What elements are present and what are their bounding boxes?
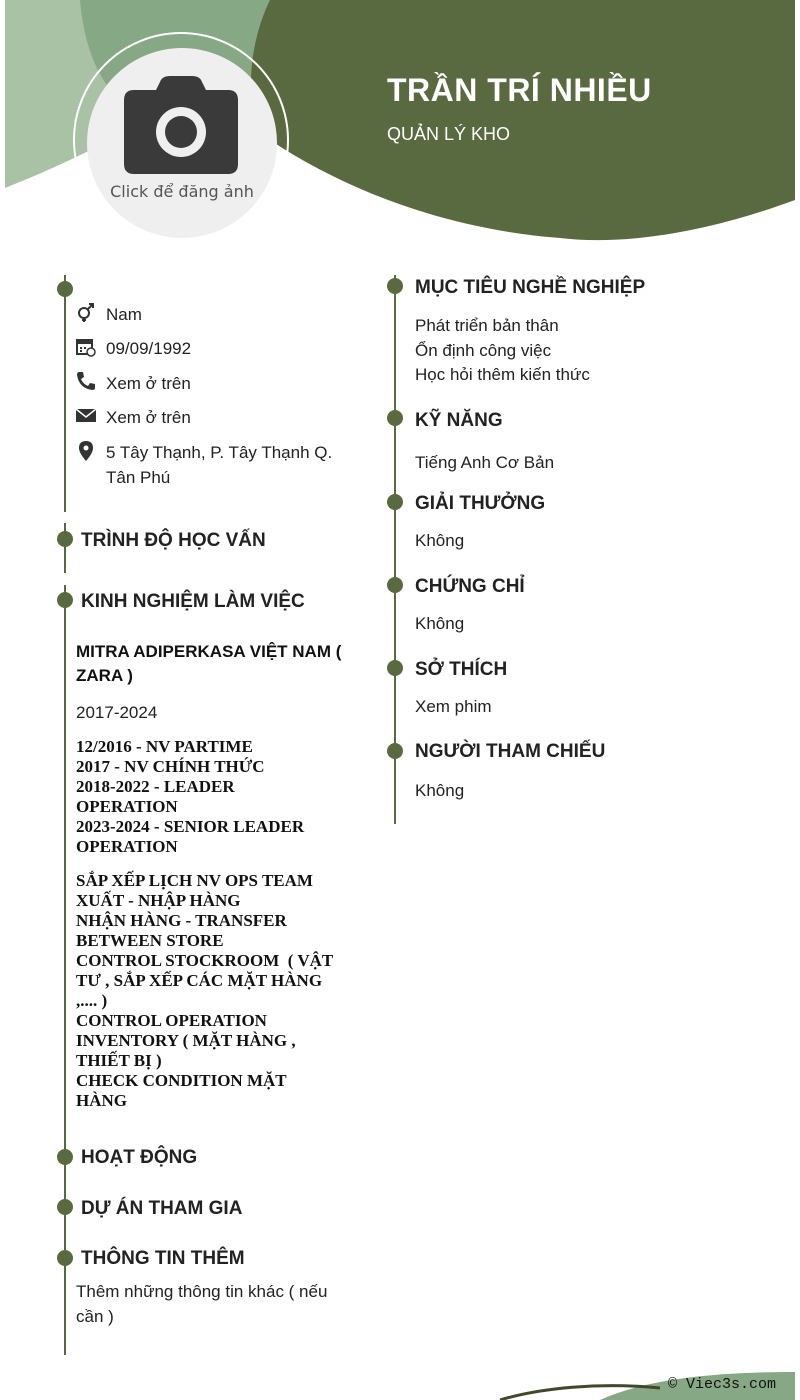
certificates-heading: CHỨNG CHỈ [415, 576, 525, 597]
duty-line: CONTROL STOCKROOM ( VẬT [76, 951, 334, 970]
position-line: 2018-2022 - LEADER [76, 777, 235, 796]
objective-line: Học hỏi thêm kiến thức [415, 365, 590, 384]
awards-heading: GIẢI THƯỞNG [415, 493, 546, 514]
phone-value: Xem ở trên [106, 374, 191, 393]
duty-line: THIẾT BỊ ) [76, 1051, 162, 1070]
position-line: 2017 - NV CHÍNH THỨC [76, 757, 265, 776]
duty-line: HÀNG [76, 1091, 127, 1110]
timeline-dot [57, 1149, 73, 1165]
watermark: © Viec3s.com [667, 1376, 776, 1393]
extra-info-text: cần ) [76, 1307, 114, 1326]
timeline-dot [387, 278, 403, 294]
phone-icon [76, 371, 96, 391]
extra-info-heading: THÔNG TIN THÊM [81, 1248, 245, 1269]
duty-line: XUẤT - NHẬP HÀNG [76, 891, 241, 910]
activities-heading: HOẠT ĐỘNG [81, 1147, 198, 1168]
company-name: ZARA ) [76, 666, 133, 685]
gender-icon [76, 302, 96, 322]
birthday-value: 09/09/1992 [106, 339, 192, 358]
projects-heading: DỰ ÁN THAM GIA [81, 1198, 243, 1219]
duty-line: CHECK CONDITION MẶT [76, 1071, 287, 1090]
objective-line: Phát triển bản thân [415, 316, 559, 335]
duty-line: INVENTORY ( MẶT HÀNG , [76, 1031, 296, 1050]
camera-icon [124, 76, 238, 176]
duty-line: SẮP XẾP LỊCH NV OPS TEAM [76, 871, 313, 890]
timeline-dot [57, 592, 73, 608]
gender-value: Nam [106, 305, 142, 324]
photo-upload[interactable] [87, 48, 277, 238]
email-value: Xem ở trên [106, 408, 191, 427]
duty-line: CONTROL OPERATION [76, 1011, 267, 1030]
awards-value: Không [415, 531, 465, 550]
position-line: 12/2016 - NV PARTIME [76, 737, 253, 756]
email-icon [76, 406, 96, 426]
experience-heading: KINH NGHIỆM LÀM VIỆC [81, 591, 305, 612]
position-line: 2023-2024 - SENIOR LEADER [76, 817, 305, 836]
extra-info-text: Thêm những thông tin khác ( nếu [76, 1282, 328, 1301]
candidate-name: TRẦN TRÍ NHIỀU [387, 72, 652, 108]
timeline-line [64, 275, 66, 512]
timeline-dot [387, 577, 403, 593]
duty-line: ,.... ) [76, 991, 108, 1010]
timeline-dot [387, 743, 403, 759]
position-line: OPERATION [76, 797, 178, 816]
address-line: Tân Phú [106, 468, 171, 487]
timeline-line [394, 275, 396, 824]
duty-line: BETWEEN STORE [76, 931, 224, 950]
references-value: Không [415, 781, 465, 800]
timeline-dot [387, 410, 403, 426]
skills-value: Tiếng Anh Cơ Bản [415, 453, 555, 472]
work-period: 2017-2024 [76, 703, 158, 722]
references-heading: NGƯỜI THAM CHIẾU [415, 741, 606, 762]
timeline-dot [387, 660, 403, 676]
calendar-icon [76, 337, 96, 357]
timeline-dot [57, 1199, 73, 1215]
address-line: 5 Tây Thạnh, P. Tây Thạnh Q. [106, 443, 333, 462]
company-name: MITRA ADIPERKASA VIỆT NAM ( [76, 642, 342, 661]
position-line: OPERATION [76, 837, 178, 856]
timeline-line [64, 585, 66, 1355]
timeline-dot [387, 494, 403, 510]
duty-line: NHẬN HÀNG - TRANSFER [76, 911, 287, 930]
education-heading: TRÌNH ĐỘ HỌC VẤN [81, 530, 266, 551]
objective-line: Ổn định công việc [415, 341, 552, 360]
photo-upload-label: Click để đăng ảnh [110, 182, 254, 201]
timeline-dot [57, 1250, 73, 1266]
timeline-dot [57, 531, 73, 547]
candidate-role: QUẢN LÝ KHO [387, 124, 511, 144]
timeline-dot [57, 281, 73, 297]
hobbies-value: Xem phim [415, 697, 492, 716]
skills-heading: KỸ NĂNG [415, 410, 503, 431]
hobbies-heading: SỞ THÍCH [415, 659, 508, 680]
duty-line: TƯ , SẮP XẾP CÁC MẶT HÀNG [76, 971, 323, 990]
objective-heading: MỤC TIÊU NGHỀ NGHIỆP [415, 277, 646, 298]
certificates-value: Không [415, 614, 465, 633]
location-icon [76, 441, 96, 461]
